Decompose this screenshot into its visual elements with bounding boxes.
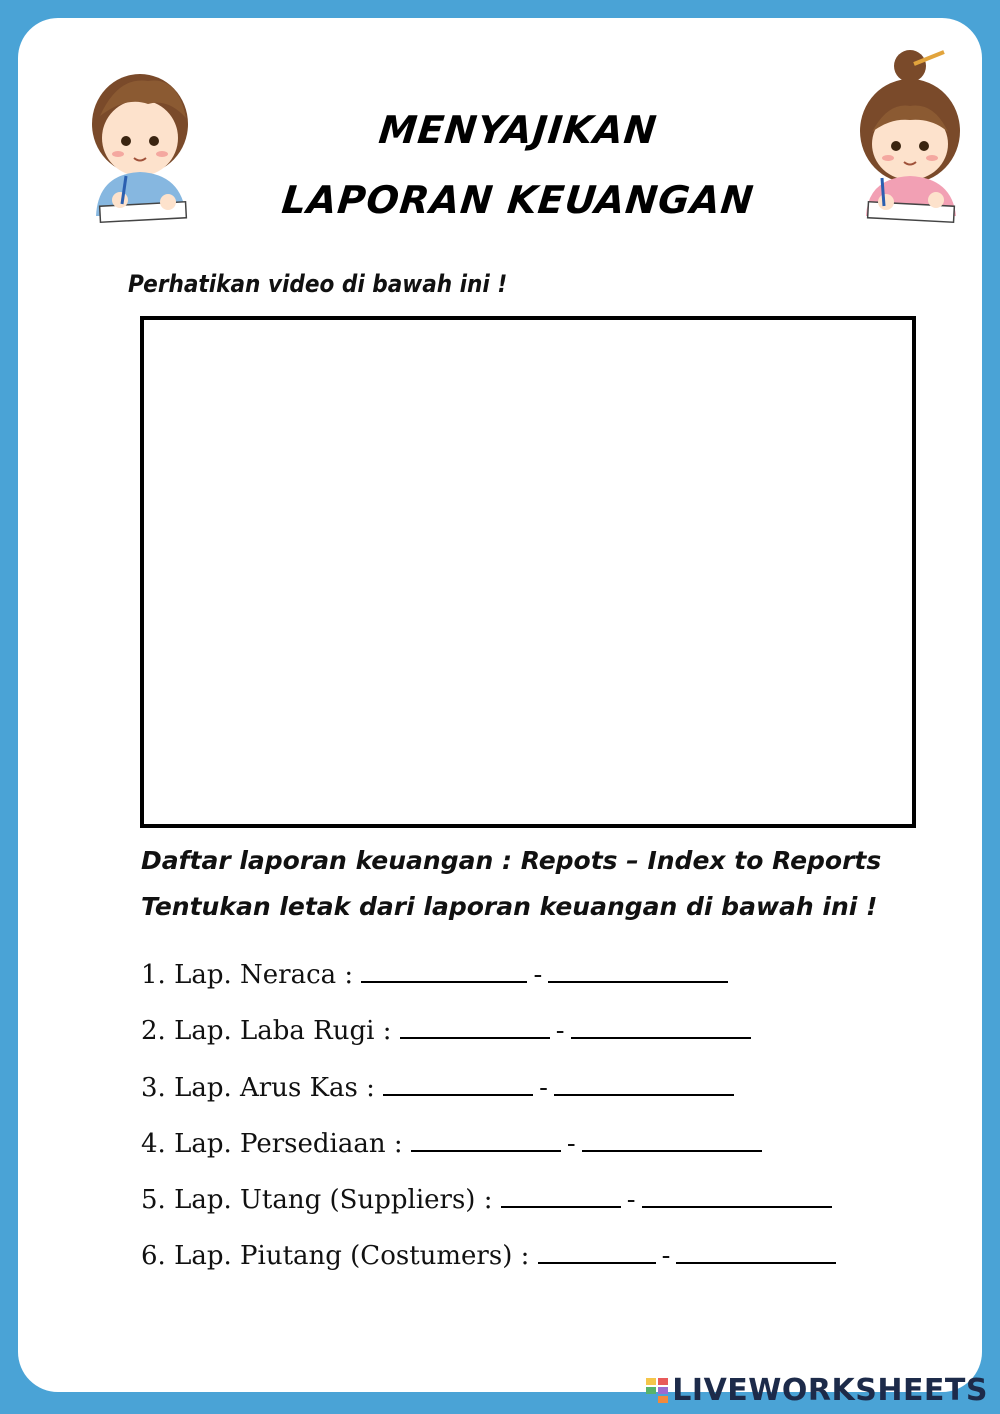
question-item xyxy=(141,1011,836,1067)
answer-blank-2a[interactable] xyxy=(400,1011,550,1039)
page-title-line1: MENYAJIKAN xyxy=(376,108,660,152)
page-title-line2: LAPORAN KEUANGAN xyxy=(279,178,757,222)
separator: - xyxy=(555,1016,565,1047)
answer-blank-6b[interactable] xyxy=(676,1236,836,1264)
question-item xyxy=(141,1236,836,1292)
answer-blank-1b[interactable] xyxy=(548,955,728,983)
answer-blank-4a[interactable] xyxy=(411,1124,561,1152)
girl-writing-illustration xyxy=(844,46,974,226)
separator: - xyxy=(661,1241,671,1272)
question-label: 1. Lap. Neraca : xyxy=(141,960,354,990)
answer-blank-1a[interactable] xyxy=(361,955,527,983)
separator: - xyxy=(533,960,543,990)
liveworksheets-brand xyxy=(646,1373,988,1408)
question-item xyxy=(141,955,836,1011)
answer-blank-6a[interactable] xyxy=(538,1236,656,1264)
question-list xyxy=(141,955,836,1293)
boy-writing-illustration xyxy=(78,46,208,226)
question-label: 4. Lap. Persediaan : xyxy=(141,1128,403,1159)
video-embed-frame[interactable] xyxy=(140,316,916,828)
question-label: 2. Lap. Laba Rugi : xyxy=(141,1016,392,1047)
brand-name: LIVEWORKSHEETS xyxy=(672,1373,988,1408)
answer-blank-4b[interactable] xyxy=(582,1124,762,1152)
answer-blank-3a[interactable] xyxy=(383,1068,533,1096)
separator: - xyxy=(566,1128,576,1159)
reports-location-hint: Daftar laporan keuangan : Repots – Index to Reports xyxy=(141,846,882,875)
question-item xyxy=(141,1180,836,1236)
answer-blank-5b[interactable] xyxy=(642,1180,832,1208)
task-instruction: Tentukan letak dari laporan keuangan di bawah ini ! xyxy=(141,892,878,921)
liveworksheets-logo-icon xyxy=(646,1378,668,1404)
separator: - xyxy=(626,1185,636,1216)
question-label: 6. Lap. Piutang (Costumers) : xyxy=(141,1241,530,1272)
video-instruction: Perhatikan video di bawah ini ! xyxy=(128,270,508,298)
question-label: 3. Lap. Arus Kas : xyxy=(141,1072,375,1103)
question-item xyxy=(141,1124,836,1180)
question-label: 5. Lap. Utang (Suppliers) : xyxy=(141,1185,493,1216)
answer-blank-5a[interactable] xyxy=(501,1180,621,1208)
question-item xyxy=(141,1068,836,1124)
separator: - xyxy=(539,1072,548,1103)
worksheet-page xyxy=(18,18,982,1392)
answer-blank-3b[interactable] xyxy=(554,1068,734,1096)
answer-blank-2b[interactable] xyxy=(571,1011,751,1039)
